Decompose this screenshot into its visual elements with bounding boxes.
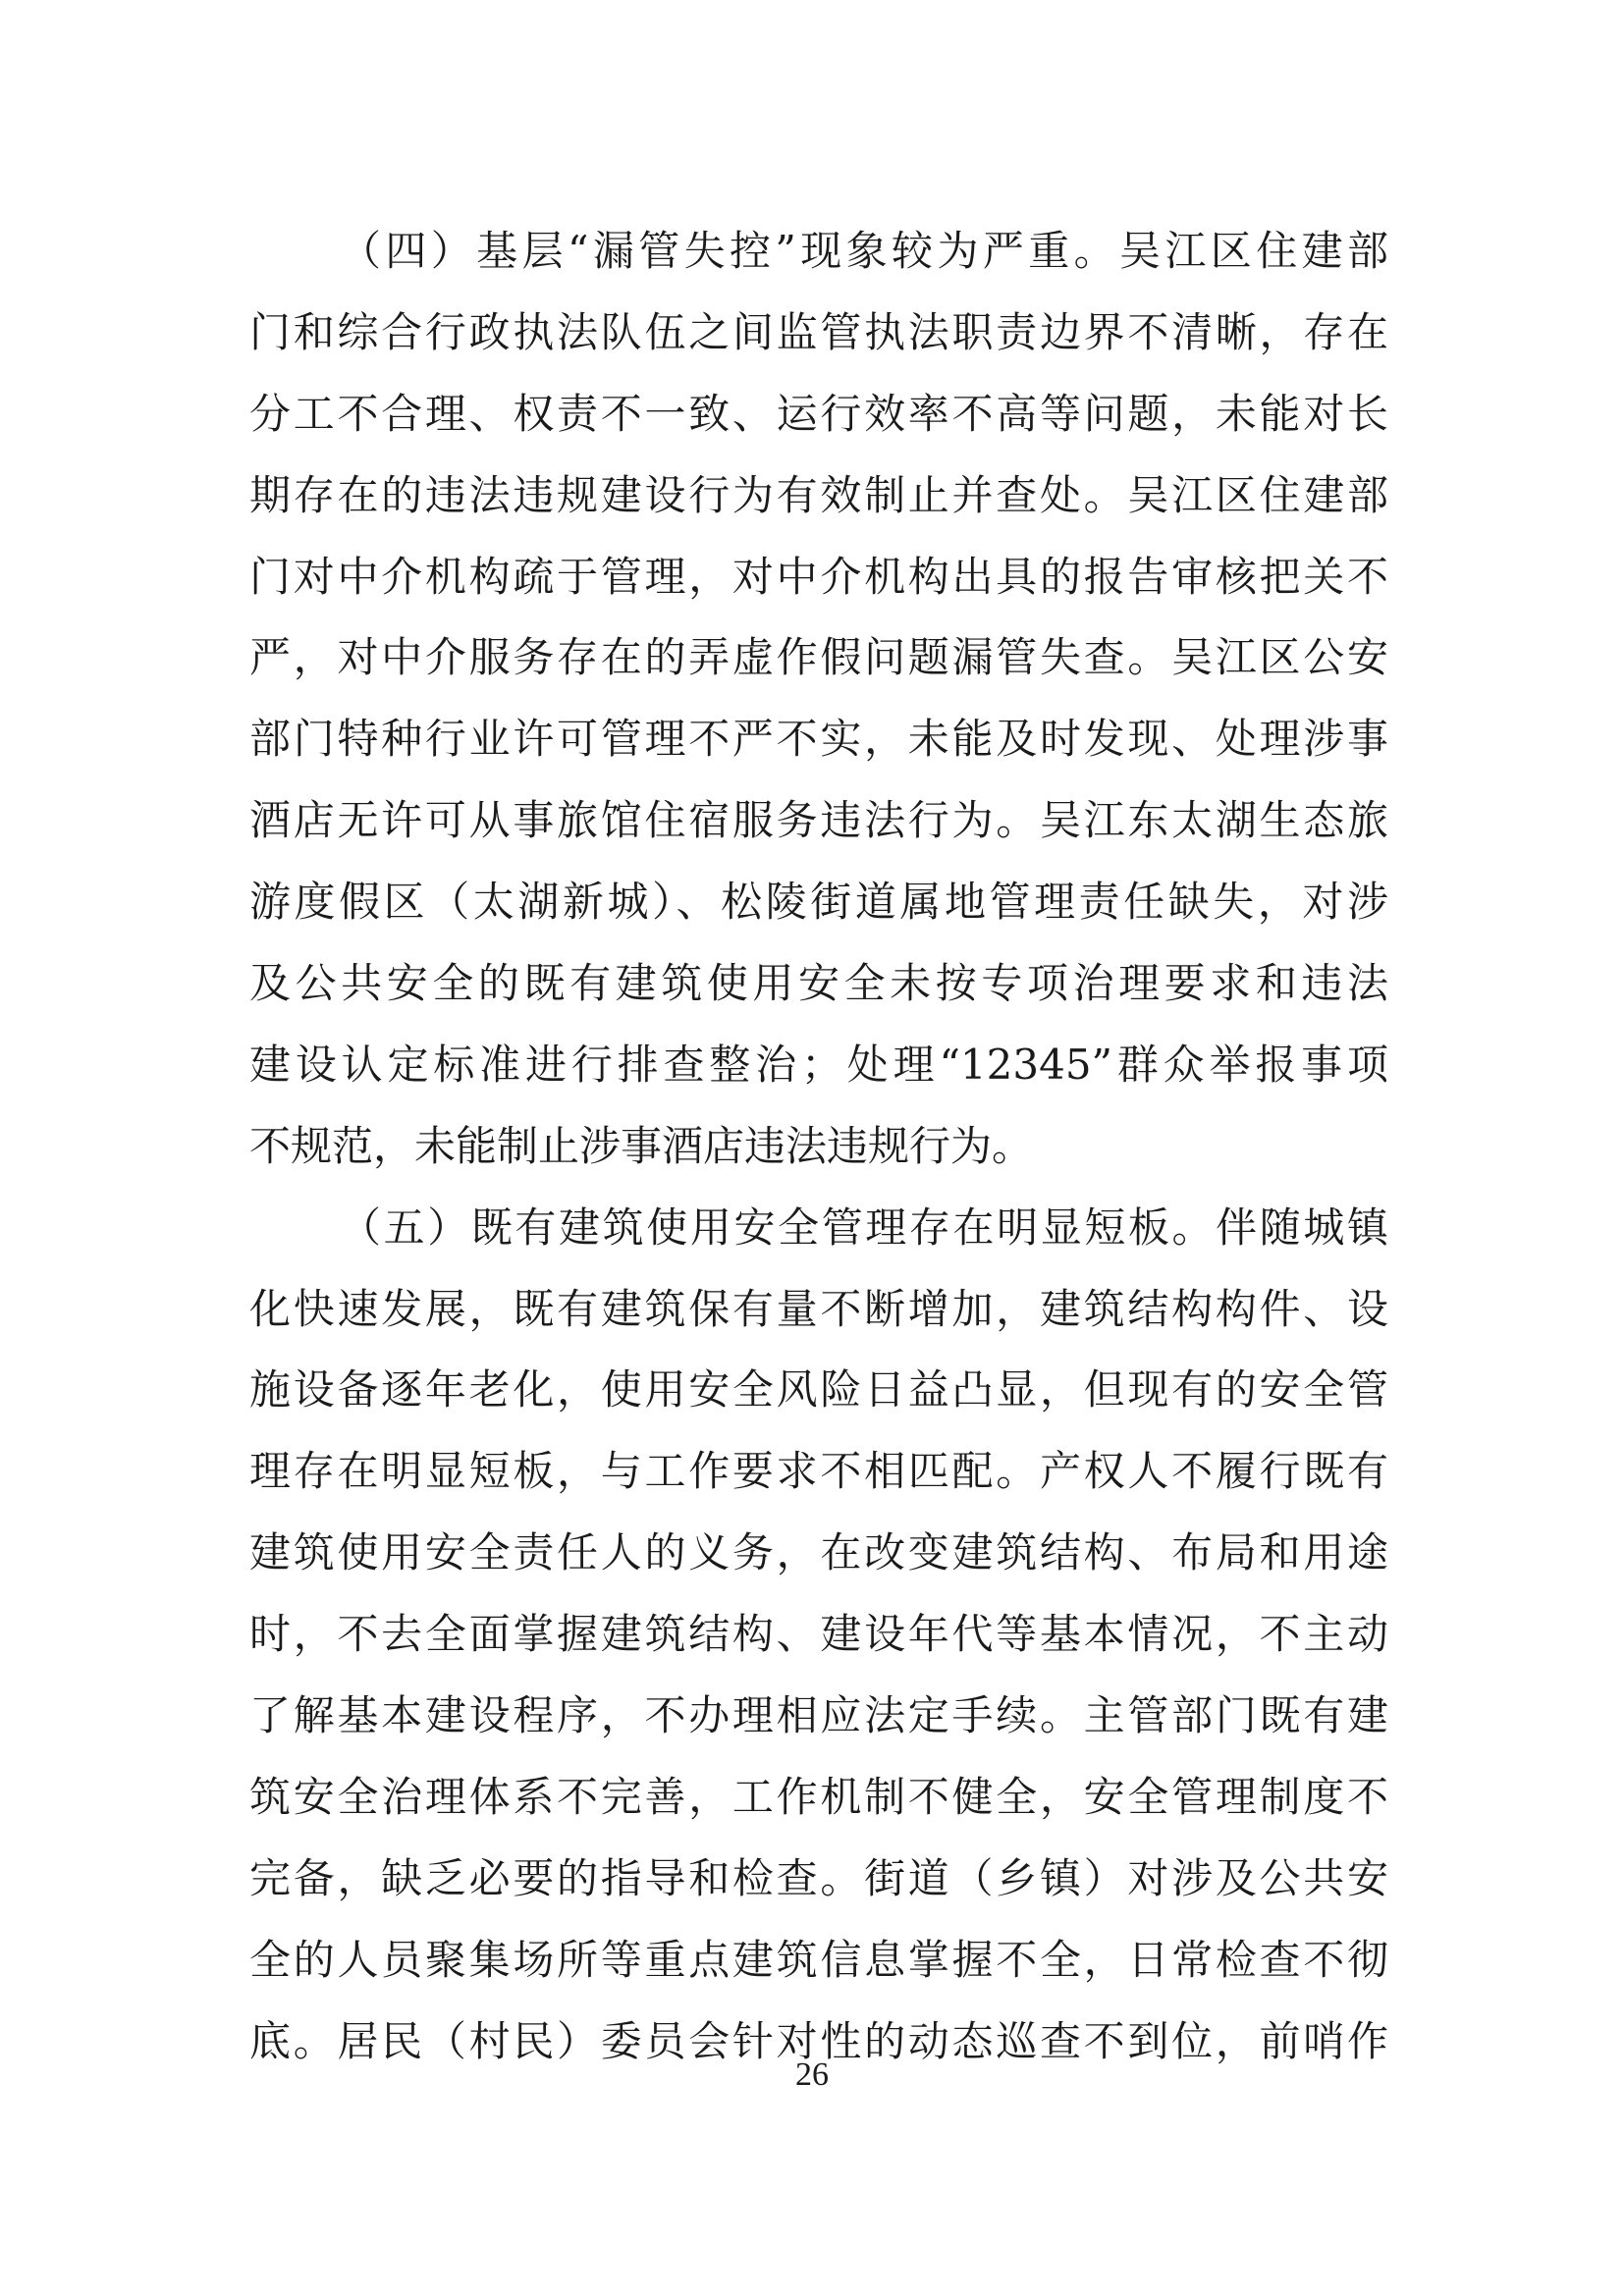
- paragraph-line: 建筑使用安全责任人的义务，在改变建筑结构、布局和用途: [249, 1528, 1388, 1577]
- body-text: [249, 211, 1388, 2082]
- paragraph-line: （四）基层“漏管失控”现象较为严重。吴江区住建部: [340, 227, 1388, 275]
- paragraph-line: 门对中介机构疏于管理，对中介机构出具的报告审核把关不: [249, 552, 1388, 601]
- paragraph-line: 部门特种行业许可管理不严不实，未能及时发现、处理涉事: [249, 715, 1388, 764]
- paragraph-line: 全的人员聚集场所等重点建筑信息掌握不全，日常检查不彻: [249, 1935, 1388, 1984]
- paragraph-line: 不规范，未能制止涉事酒店违法违规行为。: [249, 1121, 1034, 1170]
- paragraph-line: 游度假区（太湖新城）、松陵街道属地管理责任缺失，对涉: [249, 878, 1388, 927]
- paragraph-line: 分工不合理、权责不一致、运行效率不高等问题，未能对长: [249, 389, 1388, 438]
- paragraph-line: 期存在的违法违规建设行为有效制止并查处。吴江区住建部: [249, 470, 1388, 519]
- paragraph-line: 完备，缺乏必要的指导和检查。街道（乡镇）对涉及公共安: [249, 1853, 1388, 1902]
- page-number: 26: [795, 2056, 829, 2093]
- paragraph-5: [249, 1188, 1388, 2083]
- paragraph-line: 化快速发展，既有建筑保有量不断增加，建筑结构构件、设: [249, 1284, 1388, 1333]
- paragraph-line: 施设备逐年老化，使用安全风险日益凸显，但现有的安全管: [249, 1365, 1388, 1415]
- paragraph-line: （五）既有建筑使用安全管理存在明显短板。伴随城镇: [340, 1202, 1388, 1252]
- paragraph-line: 了解基本建设程序，不办理相应法定手续。主管部门既有建: [249, 1691, 1388, 1740]
- paragraph-line: 底。居民（村民）委员会针对性的动态巡查不到位，前哨作: [249, 2016, 1388, 2065]
- paragraph-line: 严，对中介服务存在的弄虚作假问题漏管失查。吴江区公安: [249, 633, 1388, 682]
- paragraph-line: 筑安全治理体系不完善，工作机制不健全，安全管理制度不: [249, 1772, 1388, 1821]
- paragraph-line: 门和综合行政执法队伍之间监管执法职责边界不清晰，存在: [249, 307, 1388, 356]
- paragraph-line: 及公共安全的既有建筑使用安全未按专项治理要求和违法: [249, 959, 1388, 1008]
- paragraph-4: [249, 211, 1388, 1188]
- paragraph-line: 理存在明显短板，与工作要求不相匹配。产权人不履行既有: [249, 1447, 1388, 1496]
- paragraph-line: 酒店无许可从事旅馆住宿服务违法行为。吴江东太湖生态旅: [249, 796, 1388, 845]
- paragraph-line: 时，不去全面掌握建筑结构、建设年代等基本情况，不主动: [249, 1610, 1388, 1659]
- paragraph-line: 建设认定标准进行排查整治；处理“12345”群众举报事项: [249, 1040, 1388, 1089]
